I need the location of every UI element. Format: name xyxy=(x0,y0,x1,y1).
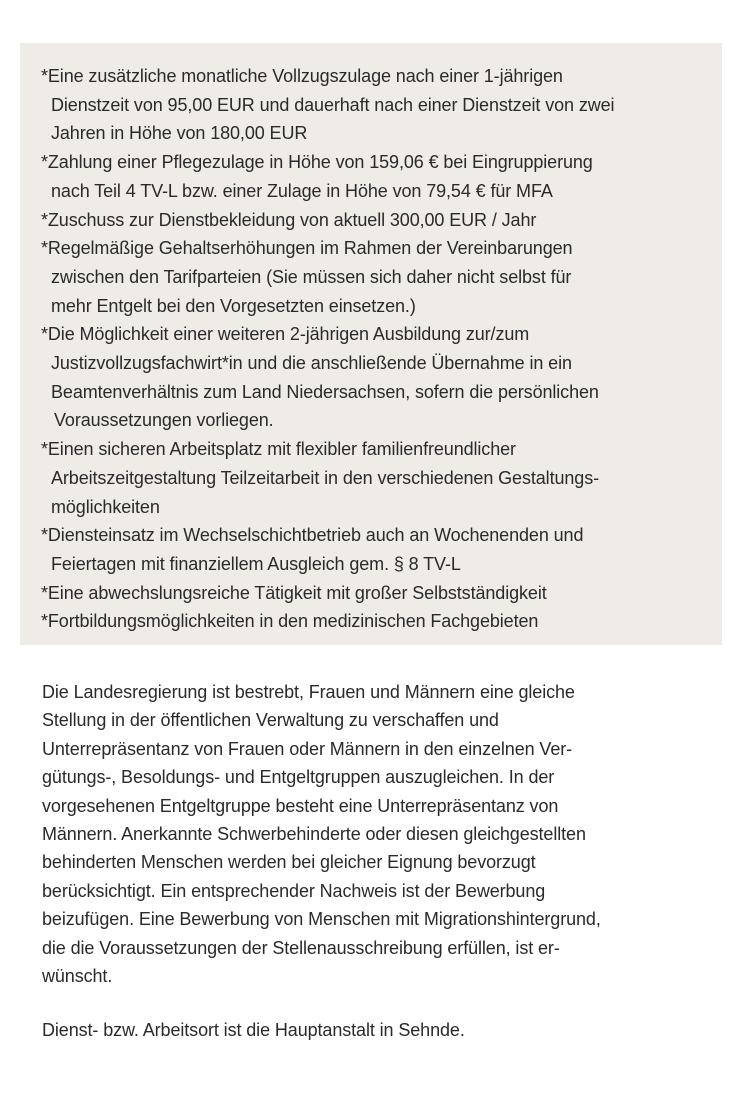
benefit-line: mehr Entgelt bei den Vorgesetzten einsetzen.) xyxy=(51,295,416,316)
benefit-line: zwischen den Tarifparteien (Sie müssen sich daher nicht selbst für xyxy=(51,266,572,287)
paragraph-line: die die Voraussetzungen der Stellenausschreibung erfüllen, ist er- xyxy=(42,937,560,958)
equality-statement xyxy=(42,678,712,990)
paragraph-line: vorgesehenen Entgeltgruppe besteht eine Unterrepräsentanz von xyxy=(42,795,559,816)
benefit-line: Jahren in Höhe von 180,00 EUR xyxy=(51,123,308,144)
paragraph-line: Die Landesregierung ist bestrebt, Frauen und Männern eine gleiche xyxy=(42,682,575,702)
benefit-item xyxy=(41,579,713,608)
benefits-list xyxy=(41,62,713,636)
workplace-statement: Dienst- bzw. Arbeitsort ist die Hauptanstalt in Sehnde. xyxy=(42,1020,465,1040)
benefit-item xyxy=(41,148,713,205)
benefit-line: Arbeitszeitgestaltung Teilzeitarbeit in den verschiedenen Gestaltungs- xyxy=(51,467,599,488)
benefit-item xyxy=(41,435,713,521)
paragraph-line: gütungs-, Besoldungs- und Entgeltgruppen auszugleichen. In der xyxy=(42,767,555,788)
benefit-item xyxy=(41,320,713,435)
benefit-line: Feiertagen mit finanziellem Ausgleich gem. § 8 TV-L xyxy=(51,553,461,574)
paragraph-line: Stellung in der öffentlichen Verwaltung zu verschaffen und xyxy=(42,710,499,731)
paragraph-line: Unterrepräsentanz von Frauen oder Männern in den einzelnen Ver- xyxy=(42,738,573,759)
benefit-line: *Zahlung einer Pflegezulage in Höhe von 159,06 € bei Eingruppierung xyxy=(41,152,593,173)
benefit-line: nach Teil 4 TV-L bzw. einer Zulage in Höhe von 79,54 € für MFA xyxy=(51,180,553,201)
benefit-line: *Regelmäßige Gehaltserhöhungen im Rahmen der Vereinbarungen xyxy=(41,238,573,259)
benefit-line: *Eine zusätzliche monatliche Vollzugszulage nach einer 1-jährigen xyxy=(41,66,563,86)
benefit-line: *Fortbildungsmöglichkeiten in den medizinischen Fachgebieten xyxy=(41,611,539,632)
benefit-line: Dienstzeit von 95,00 EUR und dauerhaft nach einer Dienstzeit von zwei xyxy=(51,94,615,115)
benefit-line: *Zuschuss zur Dienstbekleidung von aktuell 300,00 EUR / Jahr xyxy=(41,209,537,230)
benefit-line: möglichkeiten xyxy=(51,496,160,517)
benefit-line: Voraussetzungen vorliegen. xyxy=(54,410,274,431)
benefit-line: *Diensteinsatz im Wechselschichtbetrieb auch an Wochenenden und xyxy=(41,525,584,546)
benefit-line: Justizvollzugsfachwirt*in und die anschließende Übernahme in ein xyxy=(51,353,572,374)
paragraph-line: behinderten Menschen werden bei gleicher Eignung bevorzugt xyxy=(42,852,536,873)
benefit-item xyxy=(41,607,713,636)
benefit-line: *Einen sicheren Arbeitsplatz mit flexibler familienfreundlicher xyxy=(41,439,516,460)
benefit-line: *Die Möglichkeit einer weiteren 2-jährigen Ausbildung zur/zum xyxy=(41,324,530,345)
benefit-item xyxy=(41,234,713,320)
paragraph-line: Männern. Anerkannte Schwerbehinderte oder diesen gleichgestellten xyxy=(42,824,586,845)
paragraph-line: berücksichtigt. Ein entsprechender Nachweis ist der Bewerbung xyxy=(42,880,546,901)
benefit-item xyxy=(41,62,713,148)
benefit-item xyxy=(41,206,713,235)
paragraph-line: wünscht. xyxy=(42,966,113,987)
benefit-line: Beamtenverhältnis zum Land Niedersachsen, sofern die persönlichen xyxy=(51,381,599,402)
benefit-item xyxy=(41,521,713,578)
benefit-line: *Eine abwechslungsreiche Tätigkeit mit großer Selbstständigkeit xyxy=(41,582,547,603)
paragraph-line: beizufügen. Eine Bewerbung von Menschen mit Migrationshintergrund, xyxy=(42,909,601,930)
